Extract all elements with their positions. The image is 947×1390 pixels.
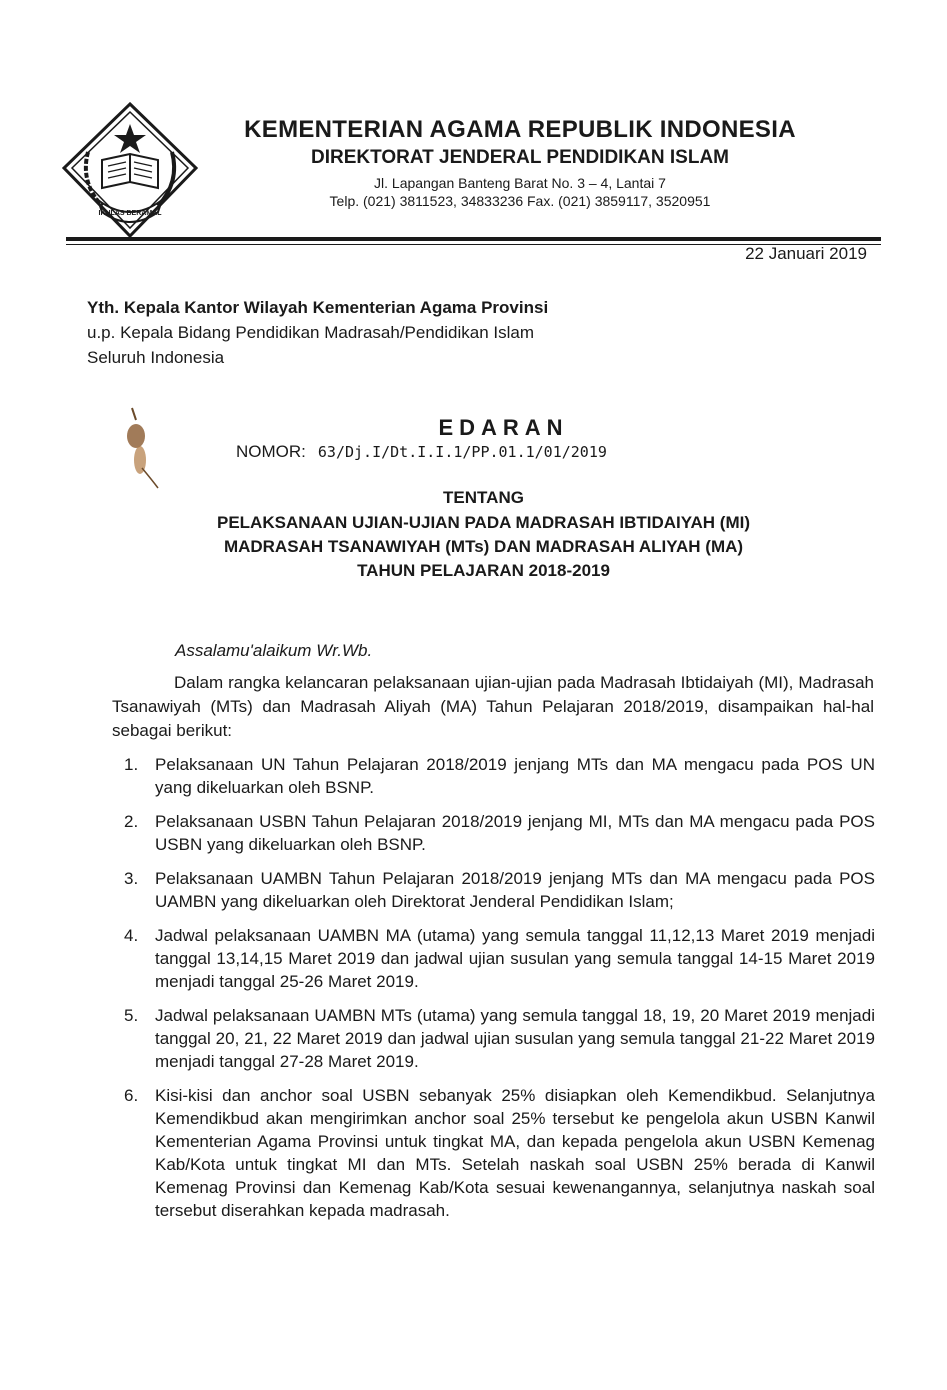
document-type: EDARAN [438,415,569,440]
list-item-text: Pelaksanaan USBN Tahun Pelajaran 2018/2019 jenjang MI, MTs dan MA mengacu pada POS USBN yang dikeluarkan oleh BSNP. [155,812,875,854]
subject-line-3: TAHUN PELAJARAN 2018-2019 [357,561,610,580]
document-number-label: NOMOR: [236,442,306,461]
ministry-emblem-icon [62,102,198,238]
list-item-text: Jadwal pelaksanaan UAMBN MTs (utama) yang semula tanggal 18, 19, 20 Maret 2019 menjadi tanggal 20, 21, 22 Maret 2019 dan jadwal ujian susulan yang semula tanggal 21-22 Maret 2019 menjadi tanggal 27-28 Maret 2019. [155,1006,875,1071]
subject-heading [0,511,947,583]
list-item-number: 2. [124,812,139,831]
list-item [112,1004,875,1073]
subject-line-1: PELAKSANAAN UJIAN-UJIAN PADA MADRASAH IBTIDAIYAH (MI) [217,513,750,532]
list-item-number: 1. [124,755,139,774]
list-item [112,867,875,913]
letter-date: 22 Januari 2019 [745,244,867,263]
list-item-text: Pelaksanaan UAMBN Tahun Pelajaran 2018/2019 jenjang MTs dan MA mengacu pada POS UAMBN yang dikeluarkan oleh Direktorat Jenderal Pendidikan Islam; [155,869,875,911]
document-number [236,442,607,462]
about-heading: TENTANG [443,488,524,507]
list-item [112,810,875,856]
list-item-number: 3. [124,869,139,888]
list-item-number: 6. [124,1086,139,1105]
scan-stain-decoration [112,402,172,492]
greeting: Assalamu'alaikum Wr.Wb. [175,641,373,660]
letterhead [230,116,810,210]
letterhead-divider-thick [66,237,881,241]
list-item [112,753,875,799]
intro-paragraph: Dalam rangka kelancaran pelaksanaan ujian-ujian pada Madrasah Ibtidaiyah (MI), Madrasah Tsanawiyah (MTs) dan Madrasah Aliyah (MA) Tahun Pelajaran 2018/2019, disampaikan hal-hal sebagai berikut: [112,673,874,740]
list-item-number: 4. [124,926,139,945]
office-address: Jl. Lapangan Banteng Barat No. 3 – 4, Lantai 7 [374,175,666,191]
addressee-attention: u.p. Kepala Bidang Pendidikan Madrasah/Pendidikan Islam [87,323,535,342]
list-item-number: 5. [124,1006,139,1025]
directorate-name: DIREKTORAT JENDERAL PENDIDIKAN ISLAM [310,147,730,168]
svg-text:IKHLAS BERAMAL: IKHLAS BERAMAL [98,210,162,217]
list-item-text: Jadwal pelaksanaan UAMBN MA (utama) yang semula tanggal 11,12,13 Maret 2019 menjadi tanggal 13,14,15 Maret 2019 dan jadwal ujian susulan yang semula tanggal 14-15 Maret 2019 menjadi tanggal 25-26 Maret 2019. [155,926,875,991]
list-item [112,924,875,993]
addressee-recipient: Yth. Kepala Kantor Wilayah Kementerian Agama Provinsi [87,298,549,317]
list-item-text: Kisi-kisi dan anchor soal USBN sebanyak 25% disiapkan oleh Kemendikbud. Selanjutnya Kemendikbud akan mengirimkan anchor soal 25% tersebut ke pengelola akun USBN Kanwil Kementerian Agama Provinsi untuk tingkat MA, dan kepada pengelola akun USBN Kemenag Kab/Kota untuk tingkat MI dan MTs. Setelah naskah soal USBN 25% berada di Kanwil Kemenag Provinsi dan Kemenag Kab/Kota sesuai kewenangannya, selanjutnya naskah soal tersebut diserahkan kepada madrasah. [155,1086,875,1220]
office-phone: Telp. (021) 3811523, 34833236 Fax. (021) 3859117, 3520951 [329,193,711,209]
ministry-name: KEMENTERIAN AGAMA REPUBLIK INDONESIA [244,116,796,143]
addressee-block [87,295,548,370]
list-item [112,1084,875,1222]
addressee-scope: Seluruh Indonesia [87,348,225,367]
list-item-text: Pelaksanaan UN Tahun Pelajaran 2018/2019 jenjang MTs dan MA mengacu pada POS UN yang dikeluarkan oleh BSNP. [155,755,875,797]
document-number-value: 63/Dj.I/Dt.I.I.1/PP.01.1/01/2019 [317,443,607,461]
subject-line-2: MADRASAH TSANAWIYAH (MTs) DAN MADRASAH ALIYAH (MA) [223,537,744,556]
points-list [112,753,875,1233]
